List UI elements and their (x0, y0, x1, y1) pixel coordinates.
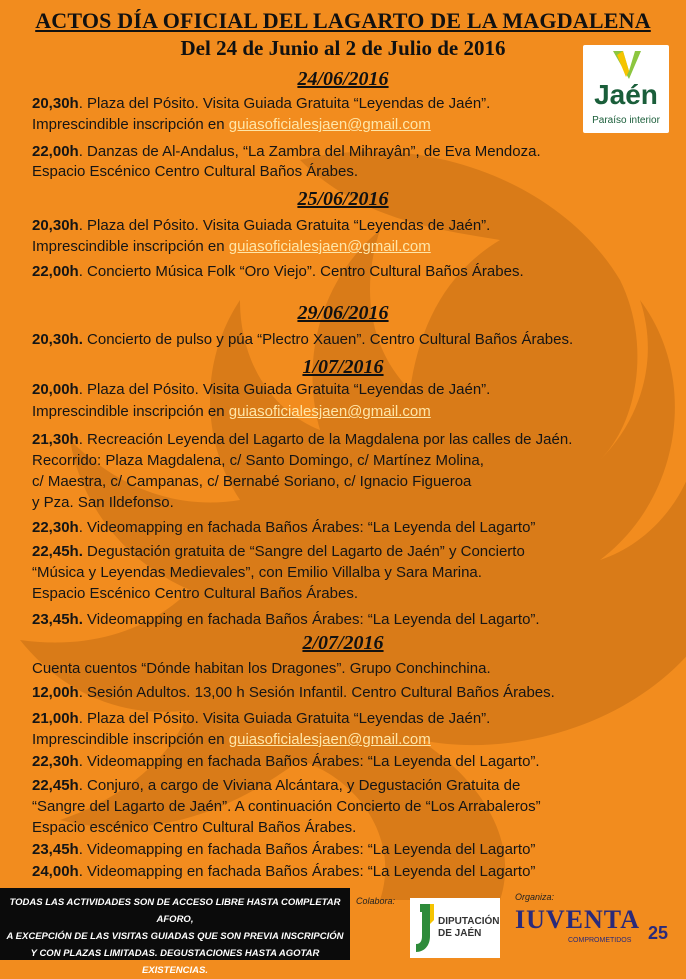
jaen-logo-tagline: Paraíso interior (592, 115, 660, 126)
page-title: ACTOS DÍA OFICIAL DEL LAGARTO DE LA MAGDALENA (35, 8, 651, 33)
event-line (32, 262, 524, 282)
event-line (32, 493, 174, 513)
event-line (32, 216, 490, 236)
event-text: . Sesión Adultos. 13,00 h Sesión Infantil. Centro Cultural Baños Árabes. (78, 684, 555, 701)
date-heading: 2/07/2016 (302, 632, 384, 654)
page-subtitle: Del 24 de Junio al 2 de Julio de 2016 (180, 36, 506, 60)
date-heading: 29/06/2016 (297, 302, 389, 324)
event-time: 20,30h. (32, 331, 83, 348)
event-text: . Plaza del Pósito. Visita Guiada Gratuita “Leyendas de Jaén”. (78, 95, 491, 112)
event-line (32, 730, 431, 750)
event-time: 20,30h (32, 95, 79, 112)
event-text: . Plaza del Pósito. Visita Guiada Gratuita “Leyendas de Jaén”. (78, 381, 491, 398)
event-time: 22,00h (32, 263, 79, 280)
date-heading: 24/06/2016 (297, 68, 389, 90)
event-line (32, 683, 555, 703)
event-text: “Música y Leyendas Medievales”, con Emilio Villalba y Sara Marina. (32, 564, 482, 581)
event-line (32, 451, 484, 471)
iuventa-name: IUVENTA (515, 905, 640, 934)
event-time: 22,30h (32, 753, 79, 770)
event-line (32, 818, 356, 838)
event-line (32, 380, 490, 400)
event-text: “Sangre del Lagarto de Jaén”. A continuación Concierto de “Los Arrabaleros” (32, 798, 541, 815)
colabora-label: Colabora: (356, 896, 396, 906)
event-time: 23,45h (32, 841, 79, 858)
event-text: Degustación gratuita de “Sangre del Lagarto de Jaén” y Concierto (82, 543, 525, 560)
event-time: 21,30h (32, 431, 79, 448)
event-text: Imprescindible inscripción en (32, 238, 229, 255)
event-text: . Videomapping en fachada Baños Árabes: “La Leyenda del Lagarto”. (78, 753, 540, 770)
event-time: 23,45h. (32, 611, 83, 628)
event-text: . Concierto Música Folk “Oro Viejo”. Centro Cultural Baños Árabes. (78, 263, 524, 280)
event-line (32, 797, 541, 817)
jaen-logo-text: Jaén (594, 79, 658, 110)
event-time: 24,00h (32, 863, 79, 880)
event-line (32, 563, 482, 583)
event-text: Videomapping en fachada Baños Árabes: “La Leyenda del Lagarto”. (82, 611, 540, 628)
event-text: Recorrido: Plaza Magdalena, c/ Santo Domingo, c/ Martínez Molina, (32, 452, 484, 469)
event-line (32, 518, 535, 538)
event-time: 22,45h. (32, 543, 83, 560)
event-line (32, 840, 535, 860)
event-text: . Conjuro, a cargo de Viviana Alcántara, y Degustación Gratuita de (78, 777, 521, 794)
event-text: Espacio Escénico Centro Cultural Baños Árabes. (32, 585, 359, 602)
diputacion-line: DE JAÉN (438, 928, 482, 939)
event-time: 20,00h (32, 381, 79, 398)
event-time: 21,00h (32, 710, 79, 727)
diputacion-line: DIPUTACIÓN (438, 916, 500, 927)
event-line (32, 115, 431, 135)
email-link[interactable]: guiasoficialesjaen@gmail.com (228, 116, 431, 133)
date-heading: 1/07/2016 (302, 356, 384, 378)
event-text: Espacio Escénico Centro Cultural Baños Árabes. (32, 163, 359, 180)
access-note-box (0, 888, 350, 976)
iuventa-logo (513, 905, 673, 955)
event-line (32, 237, 431, 257)
event-text: Imprescindible inscripción en (32, 403, 229, 420)
event-text: . Videomapping en fachada Baños Árabes: “La Leyenda del Lagarto” (78, 841, 536, 858)
event-text: Imprescindible inscripción en (32, 116, 229, 133)
event-line (32, 430, 572, 450)
date-heading: 25/06/2016 (297, 188, 389, 210)
event-line (32, 542, 525, 562)
event-text: . Danzas de Al-Andalus, “La Zambra del Mihrayân”, de Eva Mendoza. (78, 143, 541, 160)
event-time: 22,00h (32, 143, 79, 160)
event-line (32, 776, 520, 796)
event-text: Cuenta cuentos “Dónde habitan los Dragones”. Grupo Conchinchina. (32, 660, 491, 677)
event-time: 22,45h (32, 777, 79, 794)
event-text: . Plaza del Pósito. Visita Guiada Gratuita “Leyendas de Jaén”. (78, 217, 491, 234)
iuventa-anniversary: 25 (648, 923, 669, 943)
event-line (32, 862, 535, 882)
event-line (32, 472, 471, 492)
diputacion-logo (410, 898, 500, 958)
event-line (32, 142, 541, 162)
event-line (32, 659, 491, 679)
event-line (32, 584, 358, 604)
organiza-label: Organiza: (515, 892, 555, 902)
iuventa-tagline: COMPROMETIDOS (568, 937, 632, 944)
event-text: . Videomapping en fachada Baños Árabes: “La Leyenda del Lagarto” (78, 863, 536, 880)
event-line (32, 610, 540, 630)
event-line (32, 709, 490, 729)
event-line (32, 752, 540, 772)
event-text: Concierto de pulso y púa “Plectro Xauen”. Centro Cultural Baños Árabes. (82, 331, 574, 348)
email-link[interactable]: guiasoficialesjaen@gmail.com (228, 731, 431, 748)
event-text: c/ Maestra, c/ Campanas, c/ Bernabé Soriano, c/ Ignacio Figueroa (32, 473, 472, 490)
event-line (32, 162, 358, 182)
event-line (32, 402, 431, 422)
event-line (32, 330, 573, 350)
email-link[interactable]: guiasoficialesjaen@gmail.com (228, 238, 431, 255)
event-text: . Recreación Leyenda del Lagarto de la Magdalena por las calles de Jaén. (78, 431, 573, 448)
event-time: 22,30h (32, 519, 79, 536)
event-text: y Pza. San Ildefonso. (32, 494, 174, 511)
access-note-line: Y CON PLAZAS LIMITADAS. DEGUSTACIONES HASTA AGOTAR EXISTENCIAS. (30, 948, 320, 976)
access-note-line: A EXCEPCIÓN DE LAS VISITAS GUIADAS QUE SON PREVIA INSCRIPCIÓN (6, 931, 344, 942)
event-text: Imprescindible inscripción en (32, 731, 229, 748)
event-time: 20,30h (32, 217, 79, 234)
access-note-line: TODAS LAS ACTIVIDADES SON DE ACCESO LIBRE HASTA COMPLETAR AFORO, (9, 897, 341, 925)
event-text: . Videomapping en fachada Baños Árabes: “La Leyenda del Lagarto” (78, 519, 536, 536)
event-time: 12,00h (32, 684, 79, 701)
event-text: Espacio escénico Centro Cultural Baños Árabes. (32, 819, 357, 836)
diputacion-mark-icon (412, 900, 438, 956)
email-link[interactable]: guiasoficialesjaen@gmail.com (228, 403, 431, 420)
event-text: . Plaza del Pósito. Visita Guiada Gratuita “Leyendas de Jaén”. (78, 710, 491, 727)
event-line (32, 94, 490, 114)
